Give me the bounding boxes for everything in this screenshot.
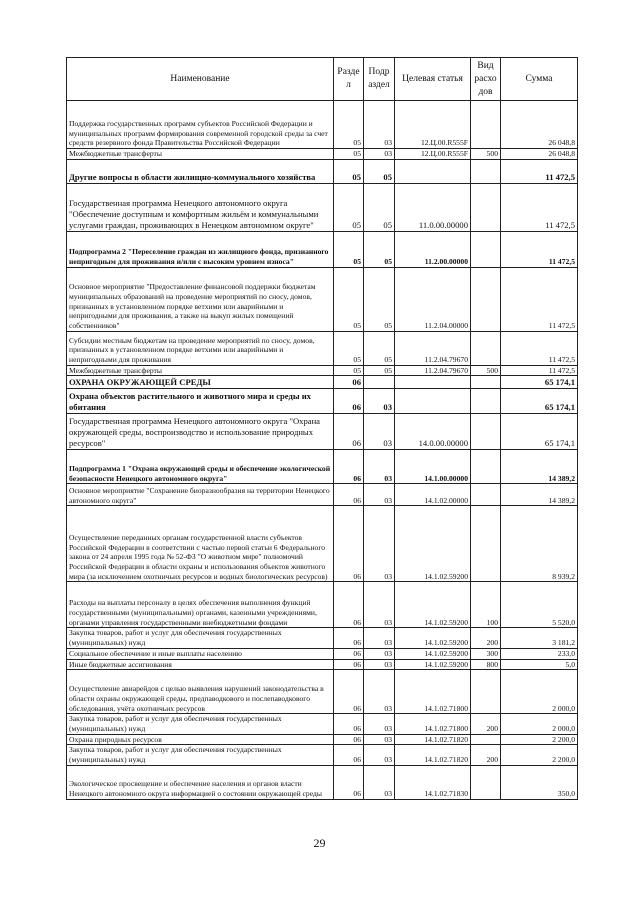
row-sum: 65 174,1	[501, 414, 578, 450]
table-row	[67, 365, 578, 376]
table-row	[67, 582, 578, 628]
table-row	[67, 183, 578, 231]
row-target	[395, 389, 471, 414]
table-row	[67, 376, 578, 389]
row-podrazdel	[364, 376, 395, 389]
row-podrazdel: 03	[364, 101, 395, 149]
row-razdel: 06	[334, 648, 364, 659]
row-vid: 500	[471, 149, 501, 160]
row-name: Межбюджетные трансферты	[67, 149, 334, 160]
row-name: Межбюджетные трансферты	[67, 365, 334, 376]
row-target: 11.0.00.00000	[395, 183, 471, 231]
row-podrazdel: 03	[364, 714, 395, 734]
row-podrazdel: 03	[364, 582, 395, 628]
row-target: 12.Ц.00.R555F	[395, 149, 471, 160]
table-row	[67, 231, 578, 267]
row-target: 14.1.02.00000	[395, 484, 471, 506]
row-podrazdel: 05	[364, 365, 395, 376]
row-razdel: 06	[334, 765, 364, 799]
row-target: 11.2.04.79670	[395, 331, 471, 365]
row-target: 14.1.02.71820	[395, 745, 471, 765]
header-target: Целевая статья	[395, 58, 471, 101]
row-razdel: 06	[334, 376, 364, 389]
table-header-row	[67, 58, 578, 101]
row-podrazdel: 03	[364, 389, 395, 414]
row-vid	[471, 450, 501, 484]
row-name: Охрана объектов растительного и животного мира и среды их обитания	[67, 389, 334, 414]
row-razdel: 06	[334, 745, 364, 765]
row-sum: 2 000,0	[501, 714, 578, 734]
row-sum: 350,0	[501, 765, 578, 799]
row-sum: 11 472,5	[501, 365, 578, 376]
row-razdel: 05	[334, 101, 364, 149]
row-razdel: 06	[334, 389, 364, 414]
row-vid	[471, 183, 501, 231]
row-razdel: 05	[334, 231, 364, 267]
row-target: 14.1.00.00000	[395, 450, 471, 484]
row-podrazdel: 03	[364, 149, 395, 160]
row-razdel: 05	[334, 267, 364, 331]
row-podrazdel: 03	[364, 648, 395, 659]
row-sum: 2 200,0	[501, 745, 578, 765]
table-row	[67, 159, 578, 183]
row-name: Государственная программа Ненецкого автономного округа "Охрана окружающей среды, воспроизводство и использование природных ресурсов"	[67, 414, 334, 450]
row-target: 14.1.02.59200	[395, 659, 471, 670]
row-name: Закупка товаров, работ и услуг для обеспечения государственных (муниципальных) нужд	[67, 745, 334, 765]
row-name: Закупка товаров, работ и услуг для обеспечения государственных (муниципальных) нужд	[67, 714, 334, 734]
row-vid	[471, 670, 501, 714]
row-vid	[471, 159, 501, 183]
row-sum: 2 200,0	[501, 734, 578, 745]
row-podrazdel: 05	[364, 159, 395, 183]
row-podrazdel: 03	[364, 506, 395, 582]
row-sum: 11 472,5	[501, 331, 578, 365]
row-sum: 65 174,1	[501, 389, 578, 414]
header-vid: Вид расхо дов	[471, 58, 501, 101]
row-vid	[471, 506, 501, 582]
table-row	[67, 101, 578, 149]
row-target: 14.1.02.59200	[395, 648, 471, 659]
header-sum: Сумма	[501, 58, 578, 101]
table-row	[67, 506, 578, 582]
row-target: 11.2.04.00000	[395, 267, 471, 331]
row-podrazdel: 05	[364, 231, 395, 267]
row-target: 14.1.02.59200	[395, 582, 471, 628]
budget-table	[66, 57, 578, 800]
row-target: 14.1.02.71820	[395, 734, 471, 745]
row-name: Расходы на выплаты персоналу в целях обеспечения выполнения функций государственными (муниципальными) органами, казенными учреждениями, органами управления государственными внебюджетными фондами	[67, 582, 334, 628]
row-name: Основное мероприятие "Предоставление финансовой поддержки бюджетам муниципальных образований на проведение мероприятий по сносу, домов, признанных в установленном порядке ветхими или аварийными и непригодными для проживания, а также на выкуп жилых помещений собственников"	[67, 267, 334, 331]
row-sum: 65 174,1	[501, 376, 578, 389]
row-name: Осуществление переданных органам государственной власти субъектов Российской Федерации в соответствии с частью первой статьи 6 Федерального закона от 24 апреля 1995 года № 52-ФЗ "О животном мире" полномочий Российской Федерации в области охраны и использования объектов животного мира (за исключением охотничьих ресурсов и водных биологических ресурсов)	[67, 506, 334, 582]
row-razdel: 06	[334, 659, 364, 670]
row-vid	[471, 414, 501, 450]
row-razdel: 06	[334, 628, 364, 648]
row-podrazdel: 05	[364, 331, 395, 365]
row-razdel: 06	[334, 450, 364, 484]
row-podrazdel: 03	[364, 765, 395, 799]
row-razdel: 06	[334, 582, 364, 628]
table-row	[67, 414, 578, 450]
row-name: Осуществление авиарейдов с целью выявления нарушений законодательства в области охраны окружающей среды, предпаводкового и послепаводкового обследования, учёта охотничьих ресурсов	[67, 670, 334, 714]
row-podrazdel: 05	[364, 267, 395, 331]
row-sum: 233,0	[501, 648, 578, 659]
header-name: Наименование	[67, 58, 334, 101]
row-vid: 500	[471, 365, 501, 376]
row-vid	[471, 101, 501, 149]
row-target: 12.Ц.00.R555F	[395, 101, 471, 149]
table-row	[67, 149, 578, 160]
row-name: Подпрограмма 2 "Переселение граждан из жилищного фонда, признанного непригодным для проживания и/или с высоким уровнем износа"	[67, 231, 334, 267]
row-vid	[471, 484, 501, 506]
row-sum: 11 472,5	[501, 231, 578, 267]
row-target: 11.2.04.79670	[395, 365, 471, 376]
row-name: Поддержка государственных программ субъектов Российской Федерации и муниципальных программ формирования современной городской среды за счет средств резервного фонда Правительства Российской Федерации	[67, 101, 334, 149]
row-vid	[471, 331, 501, 365]
row-sum: 5 520,0	[501, 582, 578, 628]
row-sum: 2 000,0	[501, 670, 578, 714]
row-target: 14.1.02.59200	[395, 506, 471, 582]
row-name: Основное мероприятие "Сохранение биоразнообразия на территории Ненецкого автономного округа"	[67, 484, 334, 506]
row-target: 14.1.02.59200	[395, 628, 471, 648]
table-row	[67, 734, 578, 745]
row-razdel: 06	[334, 414, 364, 450]
table-row	[67, 450, 578, 484]
row-podrazdel: 03	[364, 414, 395, 450]
table-row	[67, 745, 578, 765]
row-target: 14.1.02.71800	[395, 670, 471, 714]
row-razdel: 05	[334, 183, 364, 231]
row-podrazdel: 05	[364, 183, 395, 231]
table-row	[67, 765, 578, 799]
row-name: Государственная программа Ненецкого автономного округа "Обеспечение доступным и комфортным жильём и коммунальными услугами граждан, проживающих в Ненецком автономном округе"	[67, 183, 334, 231]
header-razdel: Разде л	[334, 58, 364, 101]
row-vid	[471, 765, 501, 799]
row-podrazdel: 03	[364, 659, 395, 670]
row-razdel: 05	[334, 331, 364, 365]
row-razdel: 06	[334, 670, 364, 714]
row-sum: 26 048,8	[501, 101, 578, 149]
table-row	[67, 484, 578, 506]
row-target: 11.2.00.00000	[395, 231, 471, 267]
row-razdel: 06	[334, 484, 364, 506]
row-vid	[471, 734, 501, 745]
page-number: 29	[313, 836, 326, 850]
row-name: Экологическое просвещение и обеспечение населения и органов власти Ненецкого автономного округа информацией о состоянии окружающей среды	[67, 765, 334, 799]
row-podrazdel: 03	[364, 484, 395, 506]
row-razdel: 05	[334, 365, 364, 376]
row-name: Охрана природных ресурсов	[67, 734, 334, 745]
row-podrazdel: 03	[364, 450, 395, 484]
row-target: 14.1.02.71800	[395, 714, 471, 734]
row-vid	[471, 389, 501, 414]
row-name: Социальное обеспечение и иные выплаты населению	[67, 648, 334, 659]
row-razdel: 06	[334, 506, 364, 582]
row-vid: 300	[471, 648, 501, 659]
row-sum: 3 181,2	[501, 628, 578, 648]
row-sum: 11 472,5	[501, 159, 578, 183]
row-vid: 800	[471, 659, 501, 670]
row-podrazdel: 03	[364, 670, 395, 714]
row-sum: 11 472,5	[501, 183, 578, 231]
row-target	[395, 159, 471, 183]
row-sum: 11 472,5	[501, 267, 578, 331]
row-vid: 200	[471, 628, 501, 648]
row-target: 14.1.02.71830	[395, 765, 471, 799]
row-name: Субсидии местным бюджетам на проведение мероприятий по сносу, домов, признанных в установленном порядке ветхими или аварийными и непригодными для проживания	[67, 331, 334, 365]
row-razdel: 06	[334, 734, 364, 745]
row-podrazdel: 03	[364, 734, 395, 745]
table-row	[67, 389, 578, 414]
row-sum: 8 939,2	[501, 506, 578, 582]
header-podrazdel: Подр аздел	[364, 58, 395, 101]
row-razdel: 05	[334, 159, 364, 183]
row-sum: 14 389,2	[501, 484, 578, 506]
table-row	[67, 648, 578, 659]
table-body	[67, 101, 578, 800]
row-vid: 200	[471, 714, 501, 734]
row-podrazdel: 03	[364, 745, 395, 765]
table-row	[67, 714, 578, 734]
row-vid: 100	[471, 582, 501, 628]
row-podrazdel: 03	[364, 628, 395, 648]
row-name: Иные бюджетные ассигнования	[67, 659, 334, 670]
table-row	[67, 267, 578, 331]
row-sum: 14 389,2	[501, 450, 578, 484]
row-vid	[471, 267, 501, 331]
row-name: Закупка товаров, работ и услуг для обеспечения государственных (муниципальных) нужд	[67, 628, 334, 648]
table-row	[67, 628, 578, 648]
row-name: ОХРАНА ОКРУЖАЮЩЕЙ СРЕДЫ	[67, 376, 334, 389]
row-sum: 26 048,8	[501, 149, 578, 160]
table-row	[67, 670, 578, 714]
row-target	[395, 376, 471, 389]
row-vid	[471, 376, 501, 389]
row-name: Подпрограмма 1 "Охрана окружающей среды и обеспечение экологической безопасности Ненецкого автономного округа"	[67, 450, 334, 484]
table-row	[67, 659, 578, 670]
budget-sheet	[66, 57, 578, 800]
row-razdel: 05	[334, 149, 364, 160]
row-vid: 200	[471, 745, 501, 765]
table-row	[67, 331, 578, 365]
row-razdel: 06	[334, 714, 364, 734]
row-target: 14.0.00.00000	[395, 414, 471, 450]
row-vid	[471, 231, 501, 267]
row-name: Другие вопросы в области жилищно-коммунального хозяйства	[67, 159, 334, 183]
row-sum: 5,0	[501, 659, 578, 670]
